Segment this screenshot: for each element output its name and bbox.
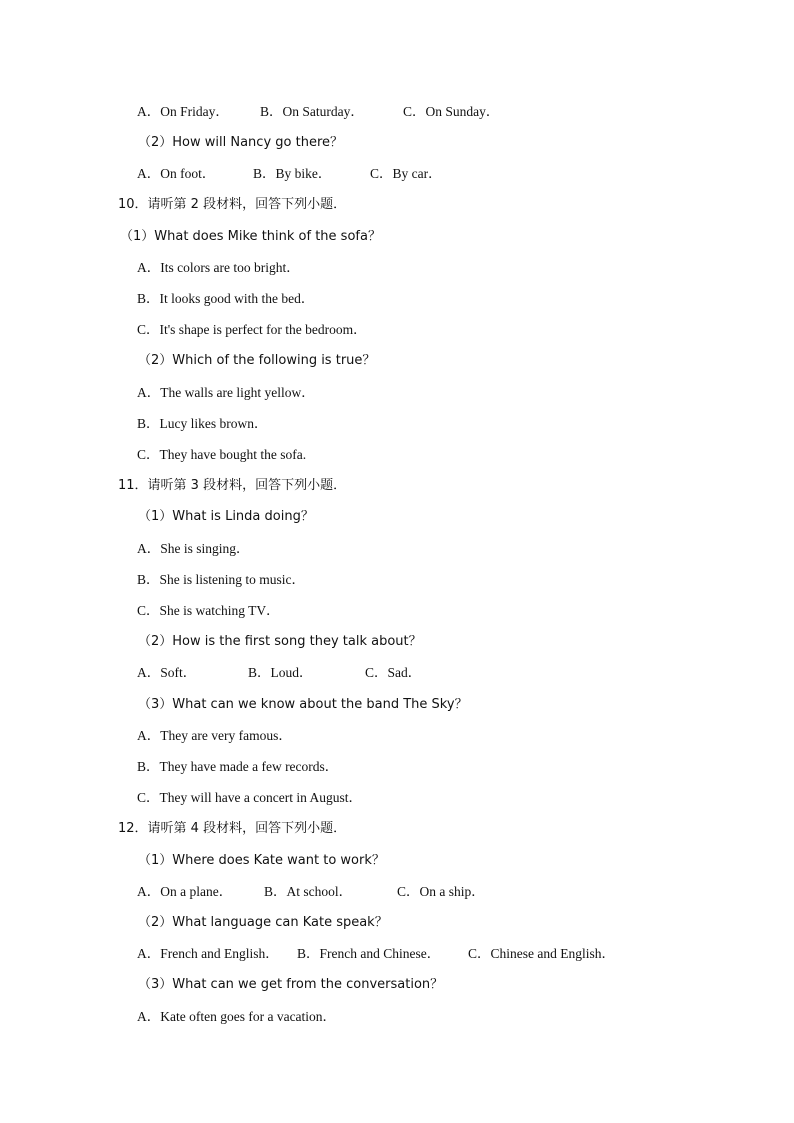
option: A．They are very famous． — [137, 728, 292, 743]
option-c: C．On Sunday． — [403, 104, 500, 119]
option: B．It looks good with the bed． — [137, 291, 315, 306]
question: （1）Where does Kate want to work？ — [138, 853, 385, 868]
option: B．She is listening to music． — [137, 572, 306, 587]
option: A．She is singing． — [137, 541, 250, 556]
option-c: C．Chinese and English． — [468, 946, 615, 961]
question: （2）How will Nancy go there？ — [138, 135, 343, 150]
option: A．Its colors are too bright． — [137, 260, 300, 275]
option-a: A．On a plane． — [137, 884, 233, 899]
option-c: C．On a ship． — [397, 884, 485, 899]
option: A．Kate often goes for a vacation． — [137, 1009, 337, 1024]
option: C．It's shape is perfect for the bedroom． — [137, 322, 367, 337]
option-a: A．On foot． — [137, 166, 216, 181]
option-c: C．By car． — [370, 166, 442, 181]
question: （1）What does Mike think of the sofa？ — [120, 229, 381, 244]
question: （2）Which of the following is true？ — [138, 353, 376, 368]
option: B．They have made a few records． — [137, 759, 339, 774]
section-heading: 12．请听第 4 段材料，回答下列小题． — [118, 821, 347, 836]
option: C．They will have a concert in August． — [137, 790, 362, 805]
option-b: B．French and Chinese． — [297, 946, 441, 961]
option: C．They have bought the sofa. — [137, 447, 307, 462]
question: （3）What can we know about the band The Sky？ — [138, 697, 468, 712]
question: （2）How is the first song they talk about？ — [138, 634, 422, 649]
option-b: B．Loud． — [248, 665, 313, 680]
option-b: B．On Saturday． — [260, 104, 364, 119]
option-c: C．Sad． — [365, 665, 422, 680]
option: B．Lucy likes brown． — [137, 416, 268, 431]
option-b: B．By bike． — [253, 166, 332, 181]
question: （3）What can we get from the conversation？ — [138, 977, 444, 992]
option-a: A．On Friday． — [137, 104, 229, 119]
section-heading: 11．请听第 3 段材料，回答下列小题． — [118, 478, 347, 493]
option: C．She is watching TV． — [137, 603, 280, 618]
question: （1）What is Linda doing？ — [138, 509, 314, 524]
option: A．The walls are light yellow． — [137, 385, 315, 400]
section-heading: 10．请听第 2 段材料，回答下列小题． — [118, 197, 347, 212]
option-b: B．At school． — [264, 884, 353, 899]
question: （2）What language can Kate speak？ — [138, 915, 388, 930]
option-a: A．French and English． — [137, 946, 279, 961]
option-a: A．Soft． — [137, 665, 197, 680]
